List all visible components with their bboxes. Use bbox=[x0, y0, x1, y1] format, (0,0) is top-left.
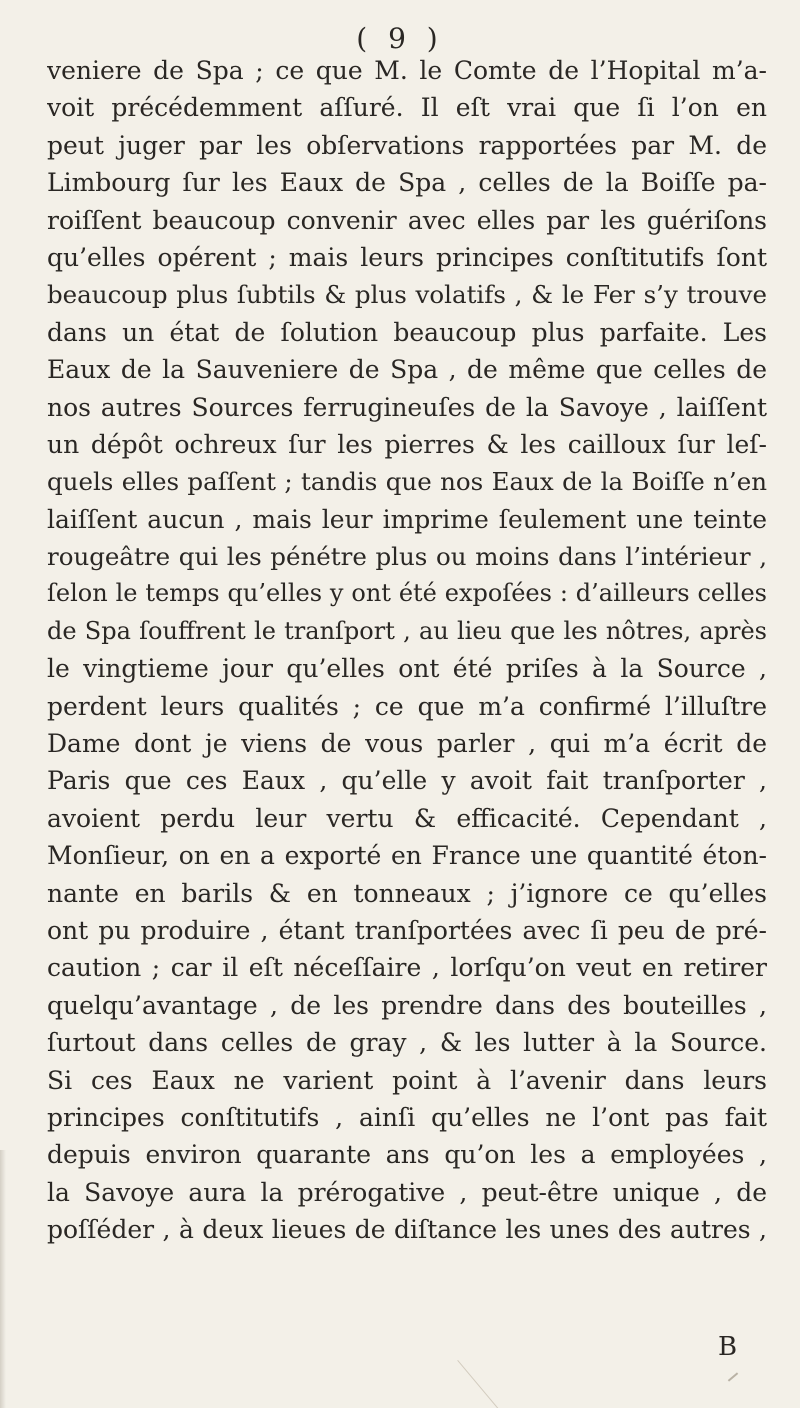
text-line: Monſieur, on en a exporté en France une quantité éton- bbox=[47, 841, 767, 871]
text-line: de Spa ſouffrent le tranſport , au lieu que les nôtres, après bbox=[47, 616, 767, 645]
text-line: dans un état de ſolution beaucoup plus parfaite. Les bbox=[47, 317, 767, 347]
text-line: nos autres Sources ferrugineuſes de la Savoye , laiſſent bbox=[47, 392, 767, 422]
text-line: quels elles paſſent ; tandis que nos Eaux de la Boiſſe n’en bbox=[47, 467, 767, 497]
text-line: Dame dont je viens de vous parler , qui m’a écrit de bbox=[47, 729, 767, 759]
text-line: avoient perdu leur vertu & efficacité. Cependant , bbox=[47, 803, 767, 833]
text-line: laiſſent aucun , mais leur imprime ſeulement une teinte bbox=[47, 504, 767, 534]
page-edge-shadow bbox=[0, 1150, 6, 1408]
text-line: Si ces Eaux ne varient point à l’avenir dans leurs bbox=[47, 1065, 767, 1095]
text-line: Eaux de la Sauveniere de Spa , de même que celles de bbox=[47, 355, 767, 385]
text-line: le vingtieme jour qu’elles ont été priſes à la Source , bbox=[47, 654, 767, 684]
text-line: rougeâtre qui les pénétre plus ou moins dans l’intérieur , bbox=[47, 542, 767, 572]
text-line: ſelon le temps qu’elles y ont été expoſées : d’ailleurs celles bbox=[47, 579, 767, 608]
text-line: caution ; car il eſt néceſſaire , lorſqu’on veut en retirer bbox=[47, 953, 767, 983]
text-line: qu’elles opérent ; mais leurs principes conſtitutifs ſont bbox=[47, 242, 767, 272]
ink-tick-mark bbox=[728, 1372, 738, 1381]
text-line: nante en barils & en tonneaux ; j’ignore ce qu’elles bbox=[47, 878, 767, 908]
text-line: veniere de Spa ; ce que M. le Comte de l’Hopital m’a- bbox=[47, 56, 767, 85]
text-line: poſſéder , à deux lieues de diſtance les unes des autres , bbox=[47, 1215, 767, 1245]
text-line: roiſſent beaucoup convenir avec elles par les guériſons bbox=[47, 205, 767, 235]
text-line: voit précédemment aſſuré. Il eſt vrai que ſi l’on en bbox=[47, 93, 767, 123]
text-line: depuis environ quarante ans qu’on les a employées , bbox=[47, 1140, 767, 1170]
text-line: quelqu’avantage , de les prendre dans des bouteilles , bbox=[47, 990, 767, 1020]
paper-crease bbox=[457, 1360, 503, 1408]
text-line: la Savoye aura la prérogative , peut-être unique , de bbox=[47, 1177, 767, 1207]
signature-mark: B bbox=[718, 1332, 738, 1362]
text-line: Limbourg ſur les Eaux de Spa , celles de la Boiſſe pa- bbox=[47, 168, 767, 198]
text-line: Paris que ces Eaux , qu’elle y avoit fait tranſporter , bbox=[47, 766, 767, 796]
text-line: principes conſtitutifs , ainſi qu’elles ne l’ont pas fait bbox=[47, 1102, 767, 1132]
page-number: ( 9 ) bbox=[356, 22, 444, 55]
text-line: ont pu produire , étant tranſportées avec ſi peu de pré- bbox=[47, 915, 767, 945]
body-text bbox=[47, 52, 767, 1249]
text-line: perdent leurs qualités ; ce que m’a confirmé l’illuſtre bbox=[47, 691, 767, 721]
text-line: un dépôt ochreux ſur les pierres & les cailloux ſur leſ- bbox=[47, 429, 767, 459]
text-line: peut juger par les obſervations rapportées par M. de bbox=[47, 130, 767, 160]
text-line: beaucoup plus ſubtils & plus volatifs , & le Fer s’y trouve bbox=[47, 280, 767, 310]
text-line: ſurtout dans celles de gray , & les lutter à la Source. bbox=[47, 1028, 767, 1058]
